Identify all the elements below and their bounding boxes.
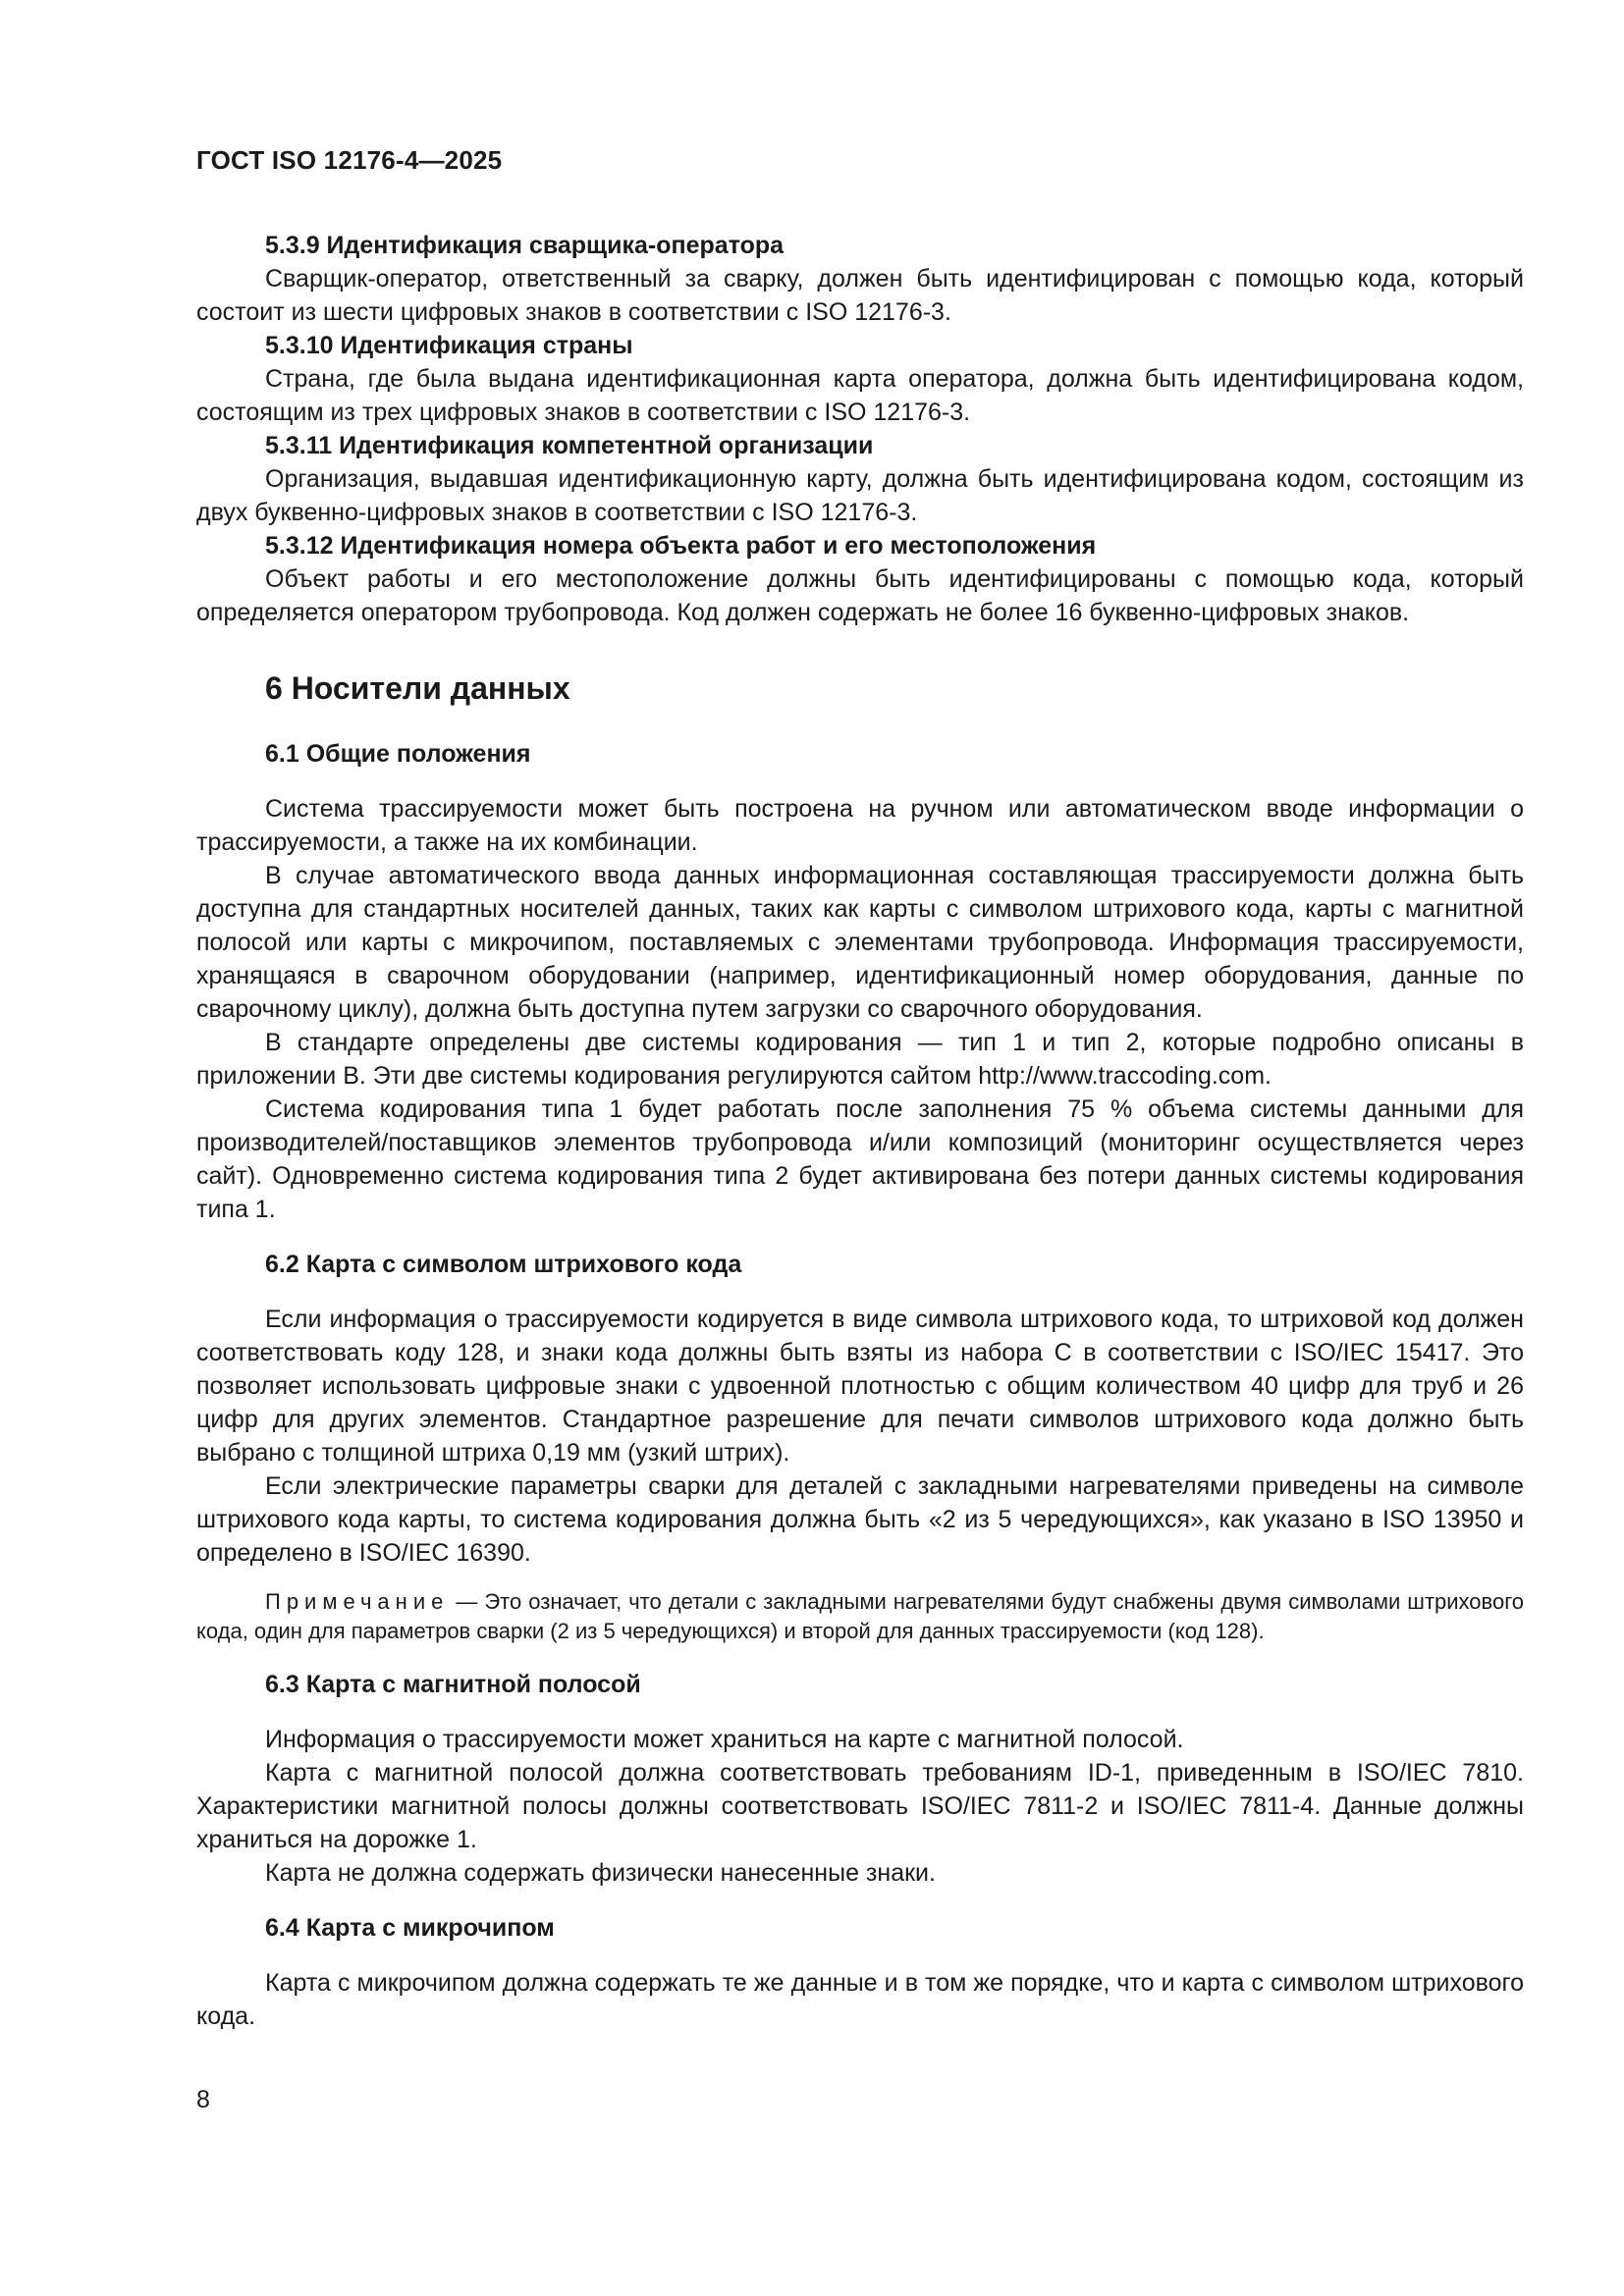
paragraph-6-3-1: Информация о трассируемости может храниться на карте с магнитной полосой. (265, 1726, 1184, 1753)
paragraph-6-1-1: Система трассируемости может быть построена на ручном или автоматическом вводе информации о трассируемости, а также на их комбинации. (196, 795, 1524, 856)
subsection-title-5-3-12: 5.3.12 Идентификация номера объекта работ и его местоположения (265, 532, 1097, 560)
paragraph-6-3-2: Карта с магнитной полосой должна соответствовать требованиям ID-1, приведенным в ISO/IEC 7810. Характеристики магнитной полосы должны соответствовать ISO/IEC 7811-2 и ISO/IEC 7811-4. Данные должны храниться на дорожке 1. (196, 1759, 1524, 1853)
paragraph-6-1-2: В случае автоматического ввода данных информационная составляющая трассируемости должна быть доступна для стандартных носителей данных, таких как карты с символом штрихового кода, карты с магнитной полосой или карты с микрочипом, поставляемых с элементами трубопровода. Информация трассируемости, хранящаяся в сварочном оборудовании (например, идентификационный номер оборудования, данные по сварочному циклу), должна быть доступна путем загрузки со сварочного оборудования. (196, 862, 1524, 1023)
note-label: Примечание (265, 1589, 450, 1614)
paragraph-6-4-1: Карта с микрочипом должна содержать те же данные и в том же порядке, что и карта с символом штрихового кода. (196, 1969, 1524, 2030)
paragraph-5-3-12: Объект работы и его местоположение должны быть идентифицированы с помощью кода, который определяется оператором трубопровода. Код должен содержать не более 16 буквенно-цифровых знаков. (196, 565, 1524, 626)
subsection-title-5-3-10: 5.3.10 Идентификация страны (265, 332, 633, 359)
paragraph-6-3-3: Карта не должна содержать физически нанесенные знаки. (265, 1859, 936, 1887)
paragraph-5-3-10: Страна, где была выдана идентификационная карта оператора, должна быть идентифицирована кодом, состоящим из трех цифровых знаков в соответствии с ISO 12176-3. (196, 365, 1524, 426)
paragraph-6-1-4: Система кодирования типа 1 будет работать после заполнения 75 % объема системы данными для производителей/поставщиков элементов трубопровода и/или композиций (мониторинг осуществляется через сайт). Одновременно система кодирования типа 2 будет активирована без потери данных системы кодирования типа 1. (196, 1095, 1524, 1223)
subsection-title-6-4: 6.4 Карта с микрочипом (265, 1914, 555, 1942)
subsection-title-5-3-11: 5.3.11 Идентификация компетентной организации (265, 432, 874, 459)
paragraph-5-3-11: Организация, выдавшая идентификационную карту, должна быть идентифицирована кодом, состоящим из двух буквенно-цифровых знаков в соответствии с ISO 12176-3. (196, 465, 1524, 526)
subsection-title-6-3: 6.3 Карта с магнитной полосой (265, 1671, 641, 1698)
subsection-title-6-2: 6.2 Карта с символом штрихового кода (265, 1251, 742, 1278)
note-6-2 (196, 1587, 1524, 1646)
note-text: — Это означает, что детали с закладными нагревателями будут снабжены двумя символами штрихового кода, один для параметров сварки (2 из 5 чередующихся) и второй для данных трассируемости (код 128). (196, 1589, 1524, 1643)
subsection-title-5-3-9: 5.3.9 Идентификация сварщика-оператора (265, 232, 785, 259)
section-title-6: 6 Носители данных (265, 670, 570, 706)
paragraph-6-1-3: В стандарте определены две системы кодирования — тип 1 и тип 2, которые подробно описаны в приложении В. Эти две системы кодирования регулируются сайтом http://www.traccoding.com. (196, 1029, 1524, 1090)
document-header: ГОСТ ISO 12176-4—2025 (196, 145, 503, 175)
paragraph-5-3-9: Сварщик-оператор, ответственный за сварку, должен быть идентифицирован с помощью кода, который состоит из шести цифровых знаков в соответствии с ISO 12176-3. (196, 265, 1524, 326)
subsection-title-6-1: 6.1 Общие положения (265, 740, 531, 768)
paragraph-6-2-2: Если электрические параметры сварки для деталей с закладными нагревателями приведены на символе штрихового кода карты, то система кодирования должна быть «2 из 5 чередующихся», как указано в ISO 13950 и определено в ISO/IEC 16390. (196, 1472, 1524, 1567)
document-page (196, 145, 1524, 2033)
page-number: 8 (196, 2086, 210, 2113)
paragraph-6-2-1: Если информация о трассируемости кодируется в виде символа штрихового кода, то штриховой код должен соответствовать коду 128, и знаки кода должны быть взяты из набора С в соответствии с ISO/IEC 15417. Это позволяет использовать цифровые знаки с удвоенной плотностью с общим количеством 40 цифр для труб и 26 цифр для других элементов. Стандартное разрешение для печати символов штрихового кода должно быть выбрано с толщиной штриха 0,19 мм (узкий штрих). (196, 1306, 1524, 1467)
